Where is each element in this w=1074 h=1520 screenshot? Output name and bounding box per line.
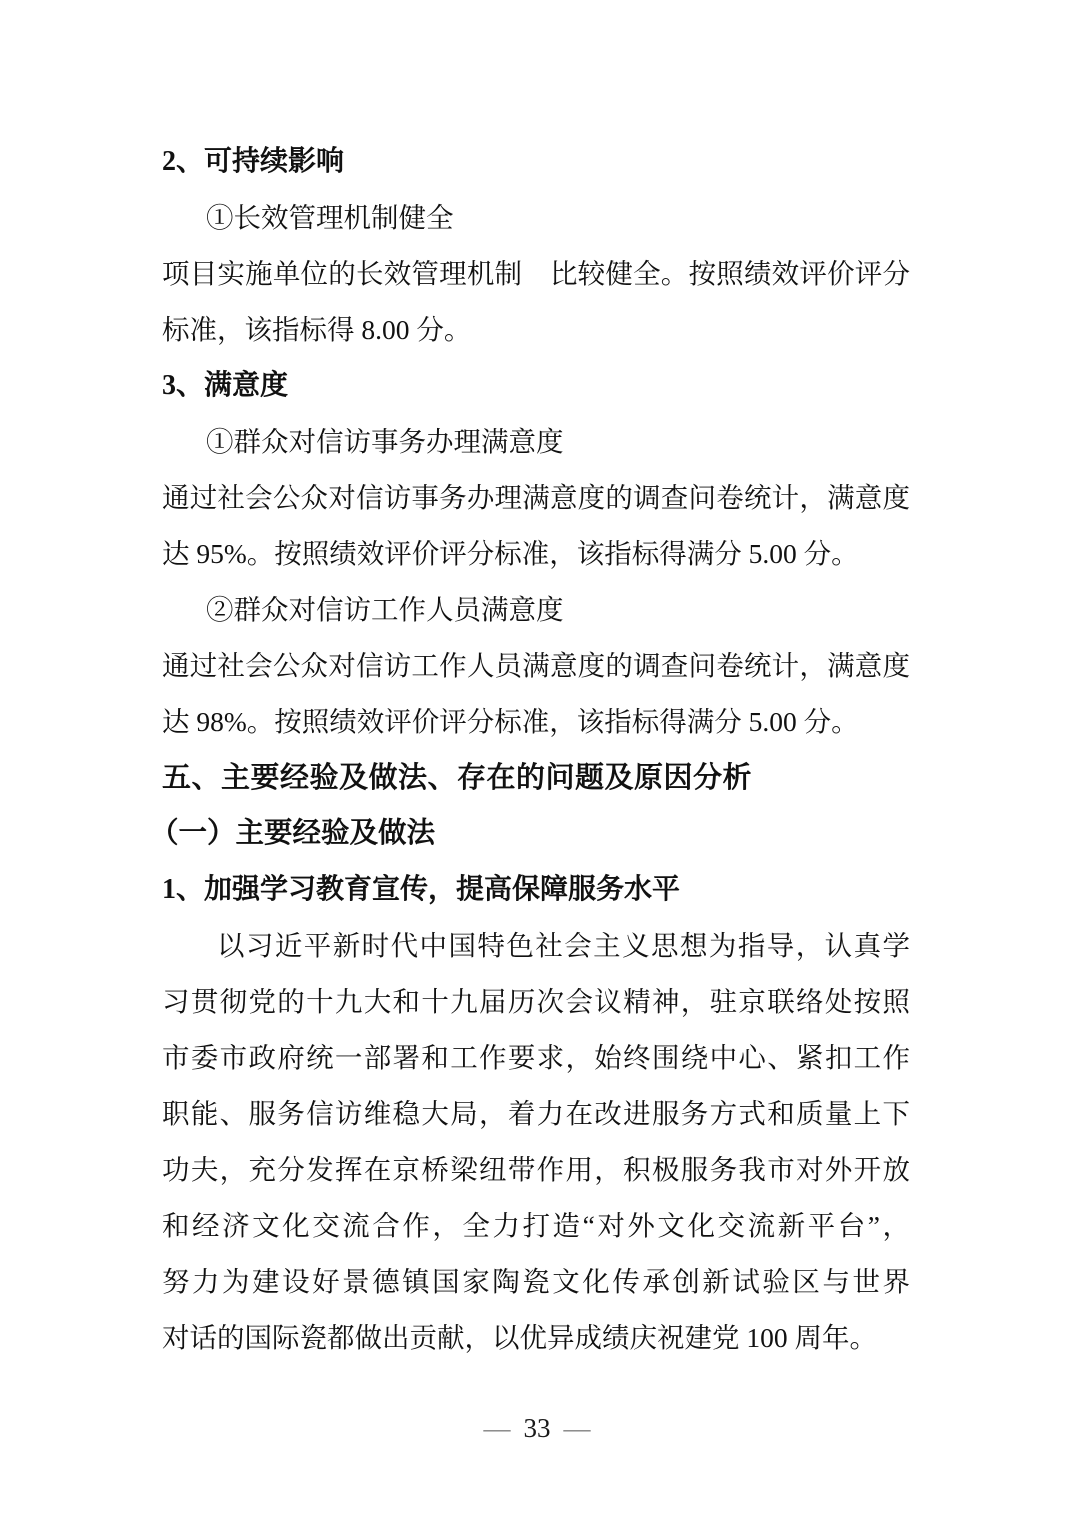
section-heading-sustainability: 2、可持续影响: [162, 146, 345, 177]
paragraph-line: 和经济文化交流合作，全力打造“对外文化交流新平台”，: [162, 1210, 910, 1241]
paragraph-line: 对话的国际瓷都做出贡献，以优异成绩庆祝建党 100 周年。: [162, 1322, 877, 1353]
paragraph-line: 达 95%。按照绩效评价评分标准，该指标得满分 5.00 分。: [162, 538, 859, 569]
paragraph-line: 标准，该指标得 8.00 分。: [162, 314, 472, 345]
paragraph-line: 职能、服务信访维稳大局，着力在改进服务方式和质量上下: [162, 1098, 910, 1129]
footer-left-dash: —: [483, 1413, 511, 1443]
list-item-long-term-mechanism: ①长效管理机制健全: [206, 202, 454, 233]
page-footer: [0, 1400, 1074, 1456]
document-body: [150, 134, 910, 1366]
paragraph-line: 达 98%。按照绩效评价评分标准，该指标得满分 5.00 分。: [162, 706, 859, 737]
section-heading-satisfaction: 3、满意度: [162, 370, 289, 401]
paragraph-line: 通过社会公众对信访工作人员满意度的调查问卷统计，满意度: [162, 650, 910, 681]
paragraph-line: 以习近平新时代中国特色社会主义思想为指导，认真学: [217, 930, 910, 961]
paragraph-line: 通过社会公众对信访事务办理满意度的调查问卷统计，满意度: [162, 482, 910, 513]
page-number: 33: [523, 1413, 551, 1443]
paragraph-line: 市委市政府统一部署和工作要求，始终围绕中心、紧扣工作: [162, 1042, 910, 1073]
section-heading-strengthen-education: 1、加强学习教育宣传，提高保障服务水平: [162, 874, 681, 905]
subsection-heading-main-experience: （一）主要经验及做法: [150, 818, 436, 849]
list-item-staff-satisfaction: ②群众对信访工作人员满意度: [206, 594, 564, 625]
footer-right-dash: —: [563, 1413, 591, 1443]
list-item-public-affairs-satisfaction: ①群众对信访事务办理满意度: [206, 426, 564, 457]
paragraph-line: 项目实施单位的长效管理机制 比较健全。按照绩效评价评分: [162, 258, 910, 289]
paragraph-line: 功夫，充分发挥在京桥梁纽带作用，积极服务我市对外开放: [162, 1154, 910, 1185]
chapter-heading-experience-problems: 五、主要经验及做法、存在的问题及原因分析: [162, 762, 753, 794]
paragraph-line: 努力为建设好景德镇国家陶瓷文化传承创新试验区与世界: [162, 1266, 910, 1297]
paragraph-line: 习贯彻党的十九大和十九届历次会议精神，驻京联络处按照: [162, 986, 910, 1017]
